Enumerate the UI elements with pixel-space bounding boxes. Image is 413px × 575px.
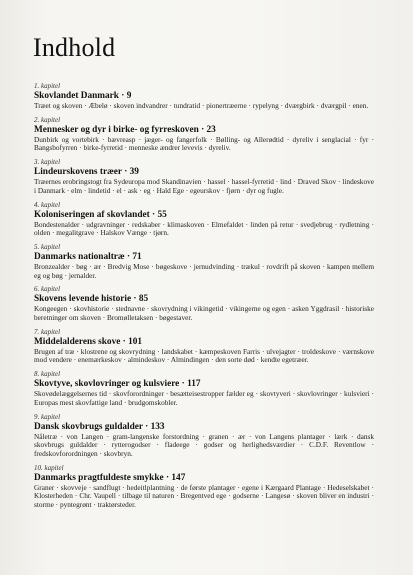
chapter-number: 3. kapitel bbox=[34, 158, 61, 167]
chapter-description: Bondestenalder · udgravninger · redskaber · klimaskoven · Elmefaldet · linden på retur · svedjebrug · rydletning · olden · megalitgrave · Halskov Vænge · tjørn. bbox=[34, 219, 374, 238]
chapter-title: Mennesker og dyr i birke- og fyrreskoven · 23 bbox=[34, 124, 216, 135]
chapter-number: 9. kapitel bbox=[34, 412, 61, 421]
chapter-description: Træernes erobringstogt fra Sydeuropa mod Skandinavien · hassel · hassel-fyrretid · lind · Draved Skov · lindeskove i Danmark · elm · lindetid · el · ask · eg · Hald Ege · egeurskov · fjørn · dyr og fugle. bbox=[34, 177, 374, 195]
toc-entry-5 bbox=[34, 243, 374, 280]
chapter-title: Skovlandet Danmark · 9 bbox=[34, 91, 132, 101]
toc-entry-9 bbox=[34, 413, 374, 459]
chapter-title: Danmarks pragtfuldeste smykke · 147 bbox=[34, 472, 186, 483]
chapter-title: Danmarks nationaltræ · 71 bbox=[34, 251, 142, 262]
chapter-number: 10. kapitel bbox=[34, 463, 64, 472]
table-of-contents bbox=[34, 82, 374, 515]
chapter-title: Koloniseringen af skovlandet · 55 bbox=[34, 209, 167, 220]
toc-entry-7 bbox=[34, 328, 374, 365]
chapter-description: Brugen af træ · klostrene og skovrydning · landskabet · kæmpeskoven Farris · ulvejagter · troldeskove · værnskove mod vendere · enemærkeskov · almindeskov · Almindingen · den sorte død · kendte egetræer. bbox=[34, 346, 374, 365]
chapter-description: Kongeegen · skovhistorie · stednavne · skovrydning i vikingetid · vikingerne og egen · asken Yggdrasil · historiske beretninger om skoven · Bromølletaksen · bøgestaver. bbox=[34, 304, 374, 323]
chapter-description: Bronzealder · bøg · ær · Bredvig Mose · bøgeskove · jernudvinding · trækul · rovdrift på skoven · kampen mellem eg og bøg · jernalder. bbox=[34, 261, 374, 280]
toc-entry-4 bbox=[34, 201, 374, 238]
chapter-description: Træet og skoven · Æbelø · skoven indvandrer · tundratid · pionertræerne · rypelyng · dværgbirk · dværgpil · enen. bbox=[34, 101, 369, 110]
toc-entry-2 bbox=[34, 116, 374, 153]
chapter-description: Graner · skovveje · sandflugt · hedeitlplantning · de første plantager · egene i Kærgaard Plantage · Hedeselskabet · Klosterheden · Chr. Vaupell · tilbage til naturen · Bregentved ege · godserne · Langesø · skoven bliver en industri · storme · pyntegrønt · traktørsteder. bbox=[34, 482, 374, 510]
chapter-description: Nåletræ · von Langen · gram-langenske forstordning · granen · ær · von Langens plantager · lærk · dansk skovbrugs guldalder · rytterogodser · fladeege · godser og herlighedsværdier · C.D.F. Reventlow · fredskovforordningen · skovbryn. bbox=[34, 431, 374, 458]
toc-entry-6 bbox=[34, 285, 374, 322]
chapter-number: 2. kapitel bbox=[34, 115, 61, 124]
chapter-number: 8. kapitel bbox=[34, 370, 61, 379]
chapter-title: Skovtyve, skovlovringer og kulsviere · 117 bbox=[34, 379, 201, 390]
chapter-number: 7. kapitel bbox=[34, 327, 61, 336]
chapter-title: Dansk skovbrugs guldalder · 133 bbox=[34, 421, 165, 432]
toc-entry-1 bbox=[34, 82, 374, 111]
chapter-number: 4. kapitel bbox=[34, 200, 61, 209]
chapter-title: Middelalderens skove · 101 bbox=[34, 336, 143, 347]
chapter-description: Dunbirk og vortebirk · bævreasp · jæger- og fangerfolk · Bølling- og Allerødtid · dyreliv i senglacial · fyr · Bangsbofyrren · birke-fyrretid · menneske ændrer levevis · dyreliv. bbox=[34, 134, 374, 153]
chapter-title: Skovens levende historie · 85 bbox=[34, 294, 149, 305]
page-title: Indhold bbox=[33, 33, 116, 62]
chapter-number: 6. kapitel bbox=[34, 285, 61, 294]
chapter-description: Skovødelæggelsernes tid · skovforordninger · besætteisestropper fælder eg · skovtyveri · skovlovringer · kulsvieri · Europas mest skovfattige land · brudgomskobler. bbox=[34, 389, 374, 407]
toc-entry-10 bbox=[34, 464, 374, 510]
chapter-number: 1. kapitel bbox=[34, 82, 61, 90]
toc-entry-3 bbox=[34, 158, 374, 195]
chapter-title: Lindeurskovens træer · 39 bbox=[34, 167, 139, 178]
chapter-number: 5. kapitel bbox=[34, 242, 61, 251]
toc-entry-8 bbox=[34, 370, 374, 407]
